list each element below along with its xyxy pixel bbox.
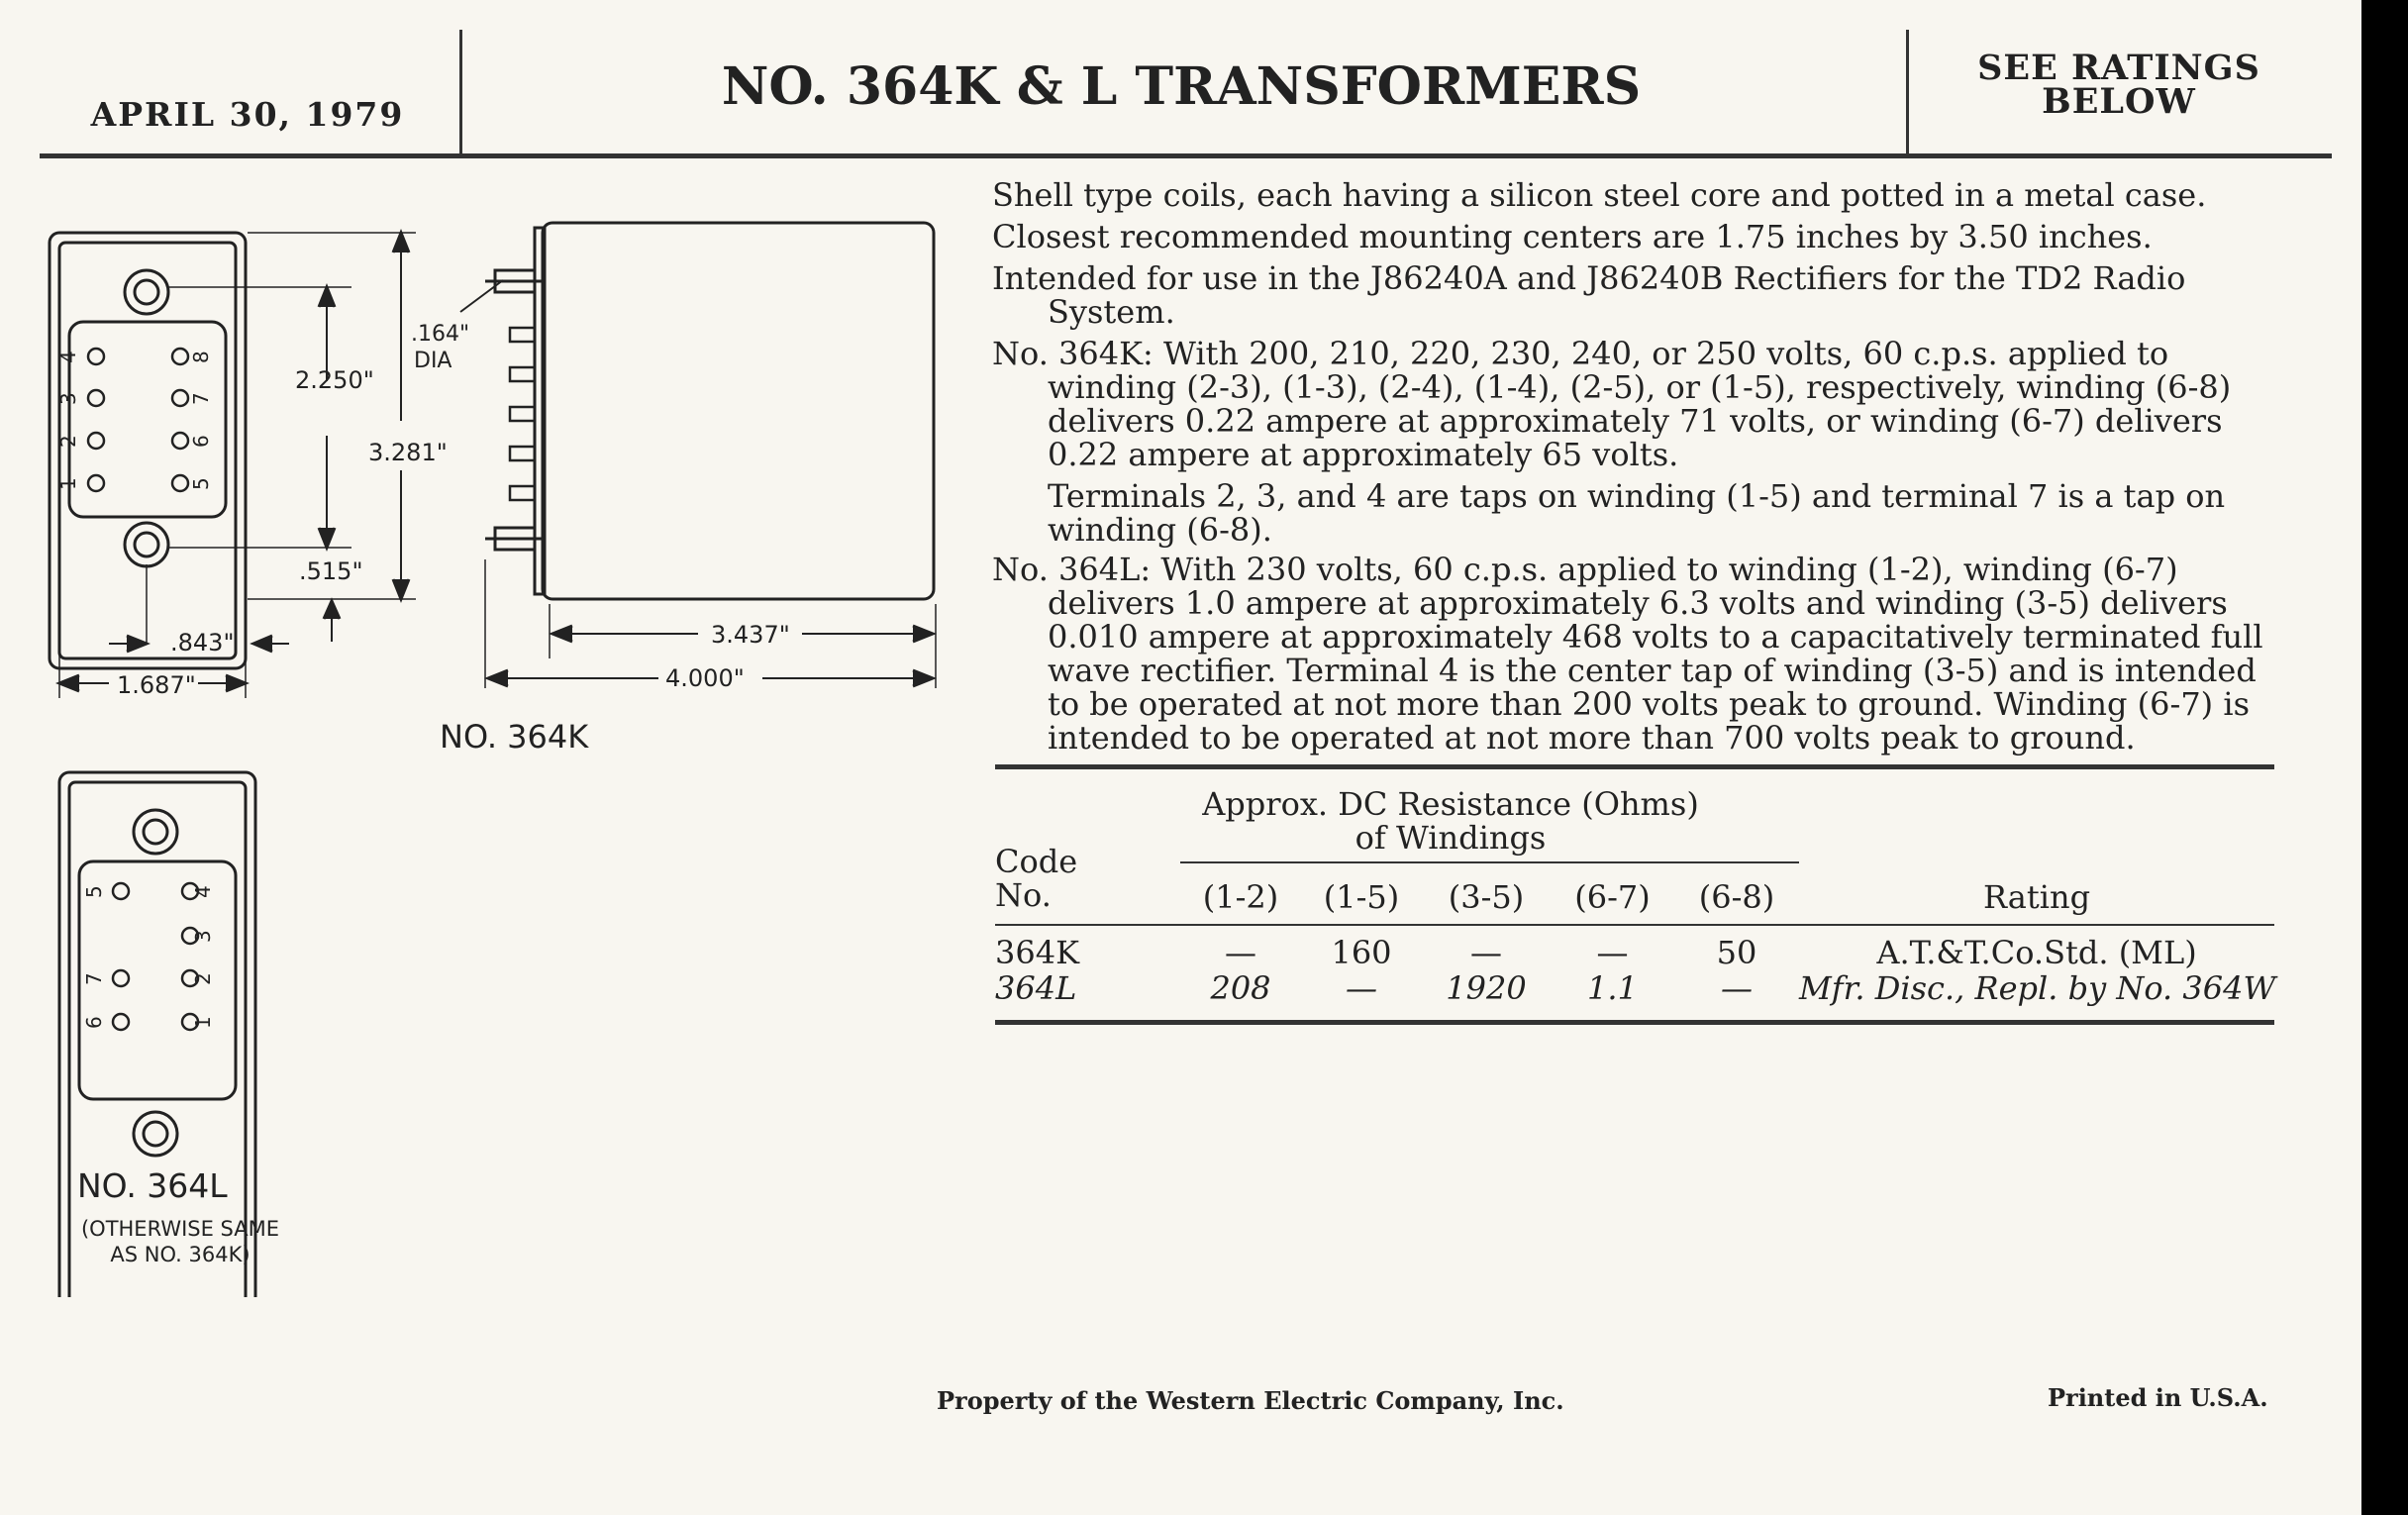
footer-printed: Printed in U.S.A. [2048,1383,2268,1412]
ratings-note-line2: BELOW [2042,80,2196,122]
row-r68: — [1721,969,1753,1007]
dim-3437: 3.437" [711,621,790,649]
ratings-note-line1: SEE RATINGS [1977,47,2260,88]
svg-text:4: 4 [191,885,215,898]
header-divider [459,30,462,153]
col-3-5: (3-5) [1448,878,1525,916]
table-bottom-rule [995,1020,2274,1025]
col-rating: Rating [1982,878,2091,916]
table-group-header [1173,787,1728,855]
row-r67: — [1596,934,1629,971]
dim-3281: 3.281" [368,439,448,466]
dim-164-dia: .164" [411,322,470,347]
col-1-2: (1-2) [1202,878,1279,916]
caption-364l-note-line1: (OTHERWISE SAME [80,1217,280,1241]
svg-text:7: 7 [189,392,213,405]
svg-text:6: 6 [82,1016,106,1029]
code-no-line2: No. [995,876,1052,914]
header-rule [40,153,2332,158]
row-rating: Mfr. Disc., Repl. by No. 364W [1799,969,2276,1007]
group-underline [1180,861,1799,863]
col-1-5: (1-5) [1323,878,1400,916]
row-rating: A.T.&T.Co.Std. (ML) [1876,934,2197,971]
svg-text:4: 4 [56,351,80,363]
side-view-364k [460,223,936,688]
code-no-header [995,845,1077,912]
para-intended: Intended for use in the J86240A and J86240B Rectifiers for the TD2 Radio System. [992,259,2186,331]
description [992,178,2275,762]
table-top-rule [995,764,2274,769]
row-r35: — [1470,934,1502,971]
group-header-line1: Approx. DC Resistance (Ohms) [1202,785,1699,823]
para-364k: No. 364K: With 200, 210, 220, 230, 240, or 250 volts, 60 c.p.s. applied to winding (2-3), (1-3), (2-4), (1-4), (2-5), or (1-5), respectively, winding (6-8) delivers 0.22 ampere at approximately 71 volts, or winding (6-7) delivers 0.22 ampere at approximately 65 volts. [992,335,2232,473]
page-title: NO. 364K & L TRANSFORMERS [721,56,1642,117]
svg-text:1: 1 [56,477,80,490]
svg-text:5: 5 [82,885,106,898]
para-mounting: Closest recommended mounting centers are 1.75 inches by 3.50 inches. [992,218,2153,255]
header-underline [995,924,2274,926]
dim-2250: 2.250" [295,366,374,394]
caption-364l-note [61,1216,299,1267]
dim-843: .843" [170,629,235,656]
row-r67: 1.1 [1587,969,1638,1007]
dim-dia-label: DIA [414,349,452,373]
dim-4000: 4.000" [665,664,745,692]
col-6-8: (6-8) [1698,878,1775,916]
row-r15: 160 [1331,934,1392,971]
svg-text:3: 3 [56,392,80,405]
row-r68: 50 [1716,934,1757,971]
svg-text:3: 3 [191,930,215,943]
code-no-line1: Code [995,843,1078,880]
row-r35: 1920 [1446,969,1527,1007]
svg-text:5: 5 [189,477,213,490]
header-divider [1906,30,1909,153]
footer-property: Property of the Western Electric Company, Inc. [937,1386,1564,1415]
ratings-note [1911,0,2327,161]
row-r12: 208 [1210,969,1271,1007]
para-364l: No. 364L: With 230 volts, 60 c.p.s. applied to winding (1-2), winding (6-7) delivers 1.0 ampere at approximately 6.3 volts and winding (3-5) delivers 0.010 ampere at approximately 468 volts to a capacitatively terminated full wave rectifier. Terminal 4 is the center tap of winding (3-5) and is intended to be operated at not more than 200 volts peak to ground. Winding (6-7) is intended to be operated at not more than 700 volts peak to ground. [992,551,2263,757]
dim-1687: 1.687" [117,671,196,699]
caption-364k: NO. 364K [440,718,589,756]
row-code: 364K [995,934,1079,971]
row-code: 364L [995,969,1077,1007]
para-shell: Shell type coils, each having a silicon steel core and potted in a metal case. [992,176,2207,214]
svg-text:7: 7 [82,972,106,985]
issue-date: APRIL 30, 1979 [90,95,405,134]
dim-515: .515" [299,557,363,585]
svg-text:6: 6 [189,435,213,448]
para-364k-terminals: Terminals 2, 3, and 4 are taps on winding (1-5) and terminal 7 is a tap on winding (6-8). [1048,477,2226,549]
caption-364l-note-line2: AS NO. 364K) [110,1243,251,1266]
row-r12: — [1225,934,1256,971]
svg-text:1: 1 [191,1016,215,1029]
resistance-table [995,787,2274,1035]
col-6-7: (6-7) [1574,878,1651,916]
group-header-line2: of Windings [1354,819,1547,857]
svg-text:2: 2 [56,435,80,448]
caption-364l: NO. 364L [77,1166,228,1205]
row-r15: — [1346,969,1377,1007]
svg-text:8: 8 [189,351,213,363]
svg-text:2: 2 [191,972,215,985]
